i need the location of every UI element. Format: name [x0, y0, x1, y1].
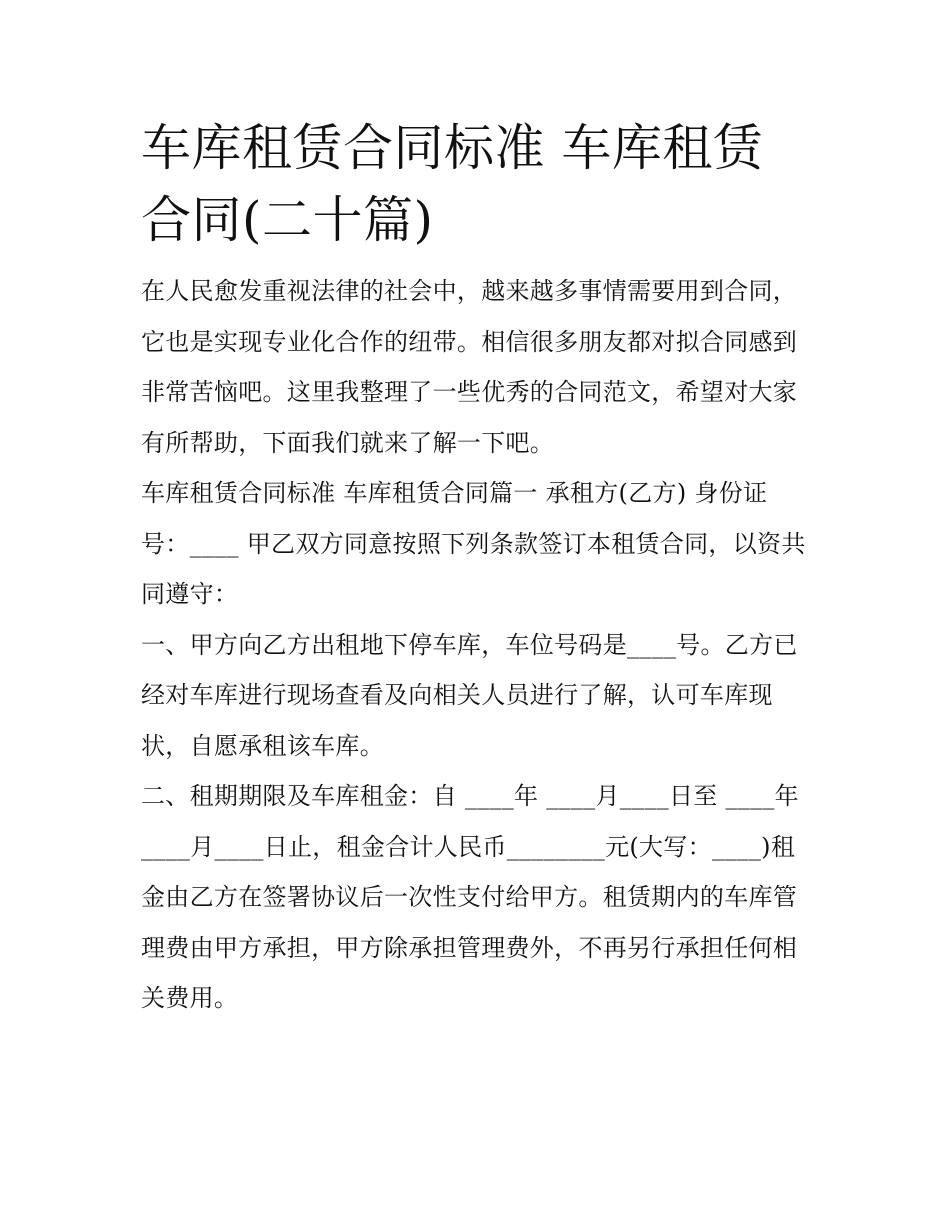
paragraph-clause-2: 二、租期期限及车库租金：自 ____年 ____月____日至 ____年 [141, 782, 799, 810]
paragraph-intro: 在人民愈发重视法律的社会中，越来越多事情需要用到合同，它也是实现专业化合作的纽带。相信很多朋友都对拟合同感到非常苦恼吧。这里我整理了一些优秀的合同范文，希望对大家有所帮助，下面我们就来了解一下吧。 [141, 277, 798, 457]
document-page [141, 112, 813, 1024]
paragraph-clause-1: 一、甲方向乙方出租地下停车库，车位号码是____号。乙方已经对车库进行现场查看及向相关人员进行了解，认可车库现状，自愿承租该车库。 [141, 630, 798, 760]
paragraph-contract-header: 车库租赁合同标准 车库租赁合同篇一 承租方(乙方) 身份证号：____ 甲乙双方同意按照下列条款签订本租赁合同，以资共同遵守： [141, 479, 806, 608]
document-title: 车库租赁合同标准 车库租赁合同(二十篇) [141, 119, 764, 249]
paragraph-clause-2-continued: ____月____日止，租金合计人民币________元(大写：____)租金由乙方在签署协议后一次性支付给甲方。租赁期内的车库管理费由甲方承担，甲方除承担管理费外，不再另行承担任何相关费用。 [141, 832, 798, 1012]
